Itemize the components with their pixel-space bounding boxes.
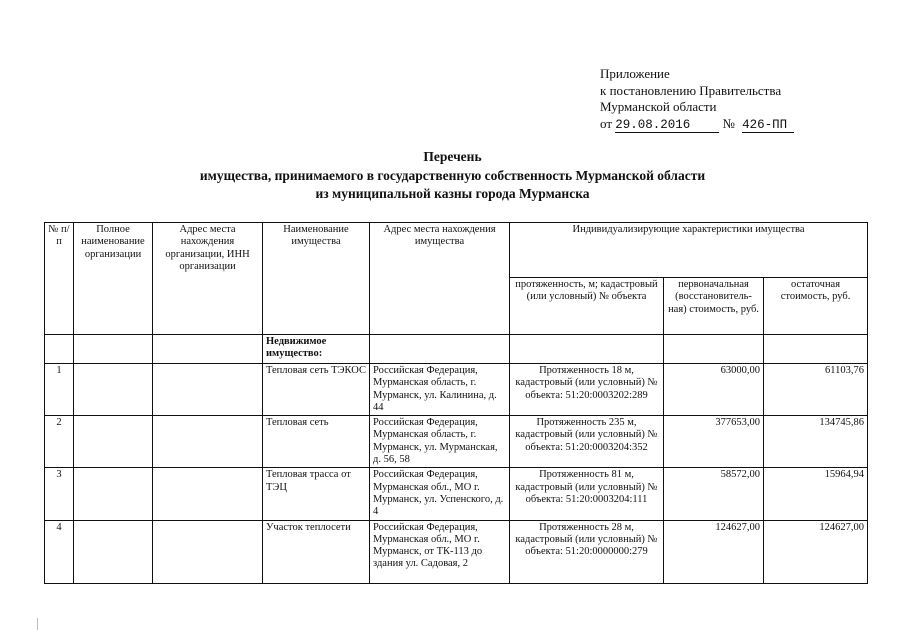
appendix-line1: Приложение [600, 66, 670, 81]
row-residual-cost: 61103,76 [764, 364, 868, 416]
title-line1: Перечень [423, 149, 482, 164]
appendix-date-line [600, 116, 794, 133]
row-property-name: Тепловая сеть ТЭКОС [263, 364, 370, 416]
row-org-name [74, 520, 153, 583]
header-property-name: Наименование имущества [263, 223, 370, 335]
table-row [45, 364, 868, 416]
row-num: 1 [45, 364, 74, 416]
row-org-address [153, 364, 263, 416]
header-property-address: Адрес места нахождения имущества [370, 223, 510, 335]
scan-mark [37, 618, 38, 630]
row-org-name [74, 416, 153, 468]
row-address: Российская Федерация, Мурманская область, г. Мурманск, ул. Мурманская, д. 56, 58 [370, 416, 510, 468]
header-org-name: Полное наименование организации [74, 223, 153, 335]
row-length: Протяженность 28 м, кадастровый (или условный) № объекта: 51:20:0000000:279 [510, 520, 664, 583]
row-address: Российская Федерация, Мурманская обл., МО г. Мурманск, ул. Успенского, д. 4 [370, 468, 510, 520]
row-org-address [153, 520, 263, 583]
header-row [45, 223, 868, 278]
row-num: 4 [45, 520, 74, 583]
row-initial-cost: 58572,00 [664, 468, 764, 520]
row-length: Протяженность 235 м, кадастровый (или условный) № объекта: 51:20:0003204:352 [510, 416, 664, 468]
row-residual-cost: 15964,94 [764, 468, 868, 520]
row-residual-cost: 124627,00 [764, 520, 868, 583]
appendix-block [600, 66, 794, 133]
row-org-name [74, 364, 153, 416]
header-length: протяженность, м; кадастровый (или условный) № объекта [510, 278, 664, 335]
title-line3: из муниципальной казны города Мурманска [315, 186, 590, 201]
header-residual-cost: остаточная стоимость, руб. [764, 278, 868, 335]
appendix-number-label: № [722, 115, 735, 131]
row-initial-cost: 63000,00 [664, 364, 764, 416]
row-org-name [74, 468, 153, 520]
appendix-number: 426-ПП [742, 119, 794, 133]
title-line2: имущества, принимаемого в государственную собственность Мурманской области [199, 167, 706, 183]
row-address: Российская Федерация, Мурманская обл., МО г. Мурманск, от ТК-113 до здания ул. Садовая, 2 [370, 520, 510, 583]
header-num: № п/п [45, 223, 74, 335]
row-length: Протяженность 18 м, кадастровый (или условный) № объекта: 51:20:0003202:289 [510, 364, 664, 416]
appendix-line2: к постановлению Правительства [600, 82, 782, 98]
section-label: Недвижимое имущество: [263, 335, 370, 364]
property-table [44, 222, 868, 584]
row-num: 2 [45, 416, 74, 468]
table-row [45, 468, 868, 520]
row-initial-cost: 124627,00 [664, 520, 764, 583]
row-length: Протяженность 81 м, кадастровый (или условный) № объекта: 51:20:0003204:111 [510, 468, 664, 520]
document-title [0, 148, 905, 204]
table-row [45, 520, 868, 583]
row-address: Российская Федерация, Мурманская область, г. Мурманск, ул. Калинина, д. 44 [370, 364, 510, 416]
row-residual-cost: 134745,86 [764, 416, 868, 468]
row-num: 3 [45, 468, 74, 520]
row-property-name: Тепловая трасса от ТЭЦ [263, 468, 370, 520]
row-property-name: Участок теплосети [263, 520, 370, 583]
row-property-name: Тепловая сеть [263, 416, 370, 468]
table-row [45, 416, 868, 468]
header-org-address: Адрес места нахождения организации, ИНН организации [153, 223, 263, 335]
appendix-line3: Мурманской области [600, 99, 717, 114]
appendix-date: 29.08.2016 [615, 119, 719, 133]
row-initial-cost: 377653,00 [664, 416, 764, 468]
row-org-address [153, 468, 263, 520]
section-row [45, 335, 868, 364]
row-org-address [153, 416, 263, 468]
appendix-from-label: от [600, 115, 613, 131]
header-characteristics: Индивидуализирующие характеристики имущества [510, 223, 868, 278]
header-initial-cost: первоначальная (восстановитель-ная) стоимость, руб. [664, 278, 764, 335]
